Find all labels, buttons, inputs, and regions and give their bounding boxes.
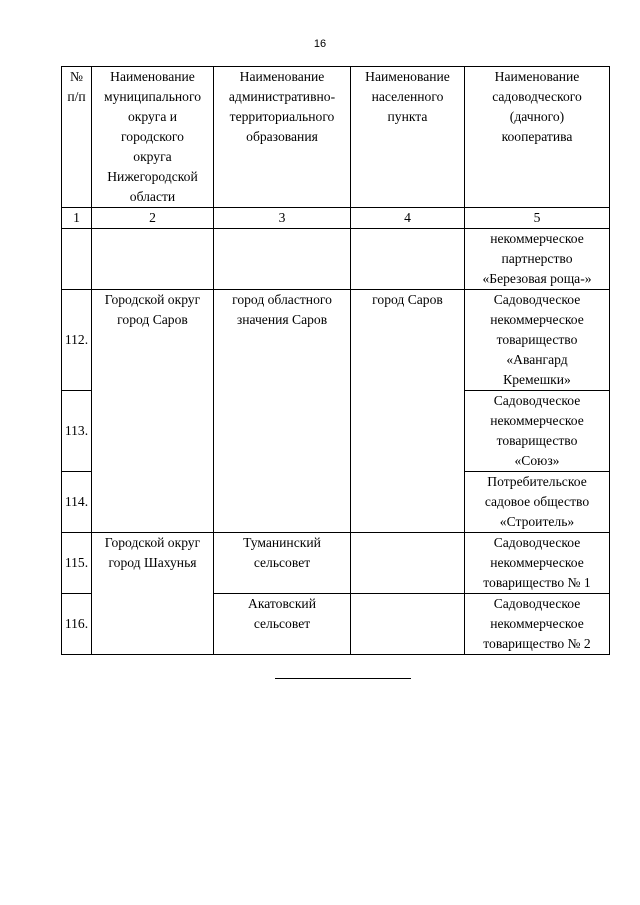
cooperative-cell: Садоводческое некоммерческое товарищество № 2 bbox=[465, 594, 610, 655]
row-number: 112. bbox=[62, 290, 92, 391]
header-settlement: Наименование населенного пункта bbox=[351, 67, 465, 208]
page-number: 16 bbox=[313, 38, 327, 50]
table-row bbox=[62, 533, 610, 594]
header-municipality: Наименование муниципального округа и городского округа Нижегородской области bbox=[92, 67, 214, 208]
row-number: 114. bbox=[62, 472, 92, 533]
empty-cell bbox=[92, 229, 214, 290]
empty-cell bbox=[214, 229, 351, 290]
column-number: 5 bbox=[465, 208, 610, 229]
cooperative-cell: Садоводческое некоммерческое товарищество «Союз» bbox=[465, 391, 610, 472]
header-row bbox=[62, 67, 610, 208]
column-number: 3 bbox=[214, 208, 351, 229]
row-number: 113. bbox=[62, 391, 92, 472]
admin-unit-cell: Акатовский сельсовет bbox=[214, 594, 351, 655]
header-number: № п/п bbox=[62, 67, 92, 208]
cooperative-cell: Потребительское садовое общество «Строитель» bbox=[465, 472, 610, 533]
column-number: 4 bbox=[351, 208, 465, 229]
admin-unit-cell: Туманинский сельсовет bbox=[214, 533, 351, 594]
end-divider-line bbox=[275, 678, 411, 679]
empty-cell bbox=[62, 229, 92, 290]
column-number: 2 bbox=[92, 208, 214, 229]
empty-cell bbox=[351, 594, 465, 655]
header-admin-unit: Наименование административно- территориального образования bbox=[214, 67, 351, 208]
column-number: 1 bbox=[62, 208, 92, 229]
column-numbers-row bbox=[62, 208, 610, 229]
settlement-cell: город Саров bbox=[351, 290, 465, 533]
cooperative-cell: Садоводческое некоммерческое товарищество № 1 bbox=[465, 533, 610, 594]
empty-cell bbox=[351, 229, 465, 290]
cooperatives-table bbox=[61, 66, 610, 655]
table-row bbox=[62, 290, 610, 391]
row-number: 116. bbox=[62, 594, 92, 655]
row-number: 115. bbox=[62, 533, 92, 594]
empty-cell bbox=[351, 533, 465, 594]
continuation-row bbox=[62, 229, 610, 290]
cooperative-cell: некоммерческое партнерство «Березовая роща-» bbox=[465, 229, 610, 290]
admin-unit-cell: город областного значения Саров bbox=[214, 290, 351, 533]
municipality-cell: Городской округ город Шахунья bbox=[92, 533, 214, 655]
cooperative-cell: Садоводческое некоммерческое товарищество «Авангард Кремешки» bbox=[465, 290, 610, 391]
header-cooperative: Наименование садоводческого (дачного) кооператива bbox=[465, 67, 610, 208]
municipality-cell: Городской округ город Саров bbox=[92, 290, 214, 533]
